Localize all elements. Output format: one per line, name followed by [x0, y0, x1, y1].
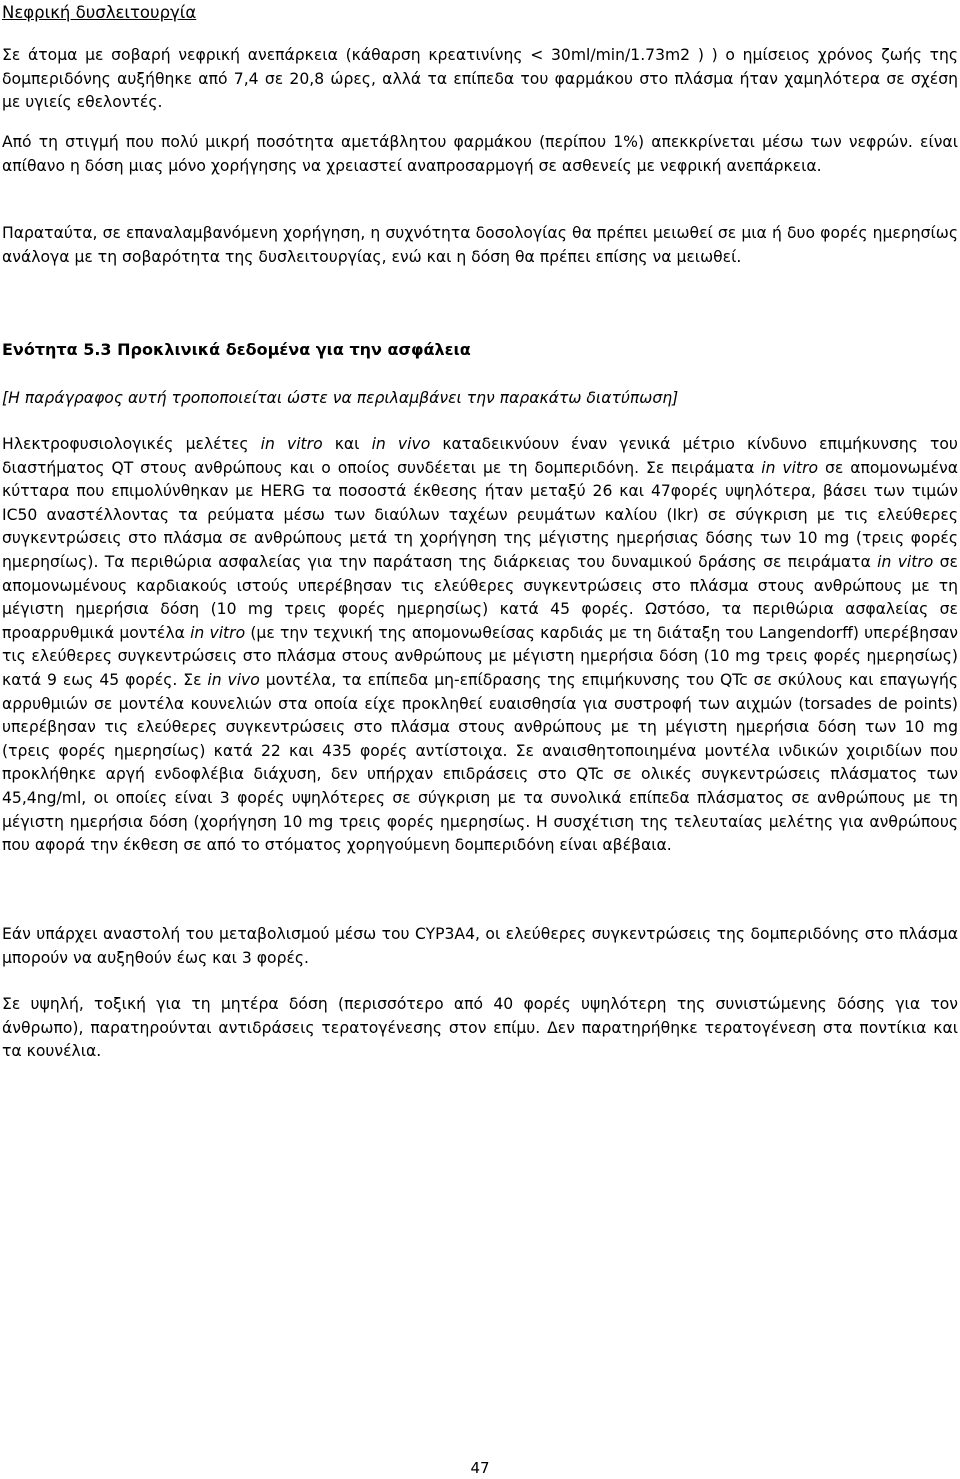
page-number: 47 — [470, 1459, 490, 1477]
paragraph-electrophysiology — [2, 433, 958, 858]
paragraph-cyp3a4: Εάν υπάρχει αναστολή του μεταβολισμού μέσω του CYP3A4, οι ελεύθερες συγκεντρώσεις της δομπεριδόνης στο πλάσμα μπορούν να αυξηθούν έως και 3 φορές. — [2, 925, 958, 967]
italic-term: in vitro — [260, 435, 323, 453]
italic-term: in vitro — [761, 458, 819, 477]
paragraph-renal-halflife: Σε άτομα με σοβαρή νεφρική ανεπάρκεια (κάθαρση κρεατινίνης < 30ml/min/1.73m2 ) ) ο ημίσειος χρόνος ζωής της δομπεριδόνης αυξήθηκε από 7,4 σε 20,8 ώρες, αλλά τα επίπεδα του φαρμάκου στο πλάσμα ήταν χαμηλότερα σε σχέση με υγιείς εθελοντές. — [2, 46, 958, 112]
text-run: σε απομονωμένα κύτταρα που επιμολύνθηκαν με HERG τα ποσοστά έκθεσης ήταν μεταξύ 26 και 47φορές υψηλότερα, βάσει των τιμών IC50 αναστέλλοντας τα ρεύματα μέσω των διαύλων ταχέων ρευμάτων καλίου (Ikr) σε σύγκριση με τις ελεύθερες συγκεντρώσεις στο πλάσμα σε ανθρώπους μετά τη χορήγηση της μέγιστης ημερήσιας δόσης των 10 mg (τρεις φορές ημερησίως). Τα περιθώρια ασφαλείας για την παράταση της διάρκειας του δυναμικού δράσης σε πειράματα — [2, 458, 958, 571]
text-run: καταδεικνύουν έναν γενικά μέτριο κίνδυνο επιμήκυνσης του διαστήματος QT στους ανθρώπους και ο οποίος συνδέεται με τη δομπεριδόνη. Σε πειράματα — [2, 435, 958, 477]
text-run: και — [322, 435, 372, 453]
paragraph-dosing-frequency: Παραταύτα, σε επαναλαμβανόμενη χορήγηση, η συχνότητα δοσολογίας θα πρέπει μειωθεί σε μια ή δυο φορές ημερησίως ανάλογα με τη σοβαρότητα της δυσλειτουργίας, ενώ και η δόση θα πρέπει επίσης να μειωθεί. — [2, 224, 958, 266]
italic-term: in vitro — [190, 623, 246, 642]
text-run: Ηλεκτροφυσιολογικές μελέτες — [2, 435, 261, 453]
paragraph-teratogenicity: Σε υψηλή, τοξική για τη μητέρα δόση (περισσότερο από 40 φορές υψηλότερη της συνιστώμενης δόσης για τον άνθρωπο), παρατηρούνται αντιδράσεις τερατογένεσης στον επίμυ. Δεν παρατηρήθηκε τερατογένεση στα ποντίκια και τα κουνέλια. — [2, 995, 958, 1061]
italic-term: in vivo — [371, 435, 431, 453]
text-run: σε απομονωμένους καρδιακούς ιστούς υπερέβησαν τις ελεύθερες συγκεντρώσεις στο πλάσμα στους ανθρώπους με τη μέγιστη ημερήσια δόση (10 mg τρεις φορές ημερησίως) κατά 45 φορές. Ωστόσο, τα περιθώρια ασφαλείας σε προαρρυθμικά μοντέλα — [2, 552, 958, 642]
section-heading-renal: Νεφρική δυσλειτουργία — [2, 3, 197, 22]
section-title-preclinical: Ενότητα 5.3 Προκλινικά δεδομένα για την ασφάλεια — [2, 340, 471, 359]
italic-term: in vivo — [207, 670, 260, 689]
paragraph-renal-excretion: Από τη στιγμή που πολύ μικρή ποσότητα αμετάβλητου φαρμάκου (περίπου 1%) απεκκρίνεται μέσω των νεφρών. είναι απίθανο η δόση μιας μόνο χορήγησης να χρειαστεί αναπροσαρμογή σε ασθενείς με νεφρική ανεπάρκεια. — [2, 133, 958, 175]
italic-term: in vitro — [877, 552, 934, 571]
italic-note: [Η παράγραφος αυτή τροποποιείται ώστε να περιλαμβάνει την παρακάτω διατύπωση] — [2, 389, 679, 407]
text-run: μοντέλα, τα επίπεδα μη-επίδρασης της επιμήκυνσης του QTc σε σκύλους και επαγωγής αρρυθμιών σε μοντέλα κουνελιών στα οποία είχε προκληθεί ευαισθησία για συστροφή των αιχμών (torsades de points) υπερέβησαν τις ελεύθερες συγκεντρώσεις στο πλάσμα στους ανθρώπους με τη μέγιστη ημερήσια δόση των 10 mg (τρεις φορές ημερησίως) κατά 22 και 435 φορές αντίστοιχα. Σε αναισθητοποιημένα μοντέλα ινδικών χοιριδίων που προκλήθηκε αργή ενδοφλέβια διάχυση, δεν υπήρχαν επιδράσεις στο QTc σε ολικές συγκεντρώσεις πλάσματος των 45,4ng/ml, οι οποίες είναι 3 φορές υψηλότερες σε σύγκριση με τα συνολικά επίπεδα πλάσματος σε ανθρώπους με τη μέγιστη ημερήσια δόση (χορήγηση 10 mg τρεις φορές ημερησίως. Η συσχέτιση της τελευταίας μελέτης για ανθρώπους που αφορά την έκθεση σε από το στόματος χορηγούμενη δομπεριδόνη είναι αβέβαια. — [2, 670, 959, 855]
text-run: (με την τεχνική της απομονωθείσας καρδιάς με τη διάταξη του Langendorff) υπερέβησαν τις ελεύθερες συγκεντρώσεις στο πλάσμα στους ανθρώπους με μέγιστη ημερήσια δόση (10 mg τρεις φορές ημερησίως) κατά 9 εως 45 φορές. Σε — [2, 623, 958, 689]
